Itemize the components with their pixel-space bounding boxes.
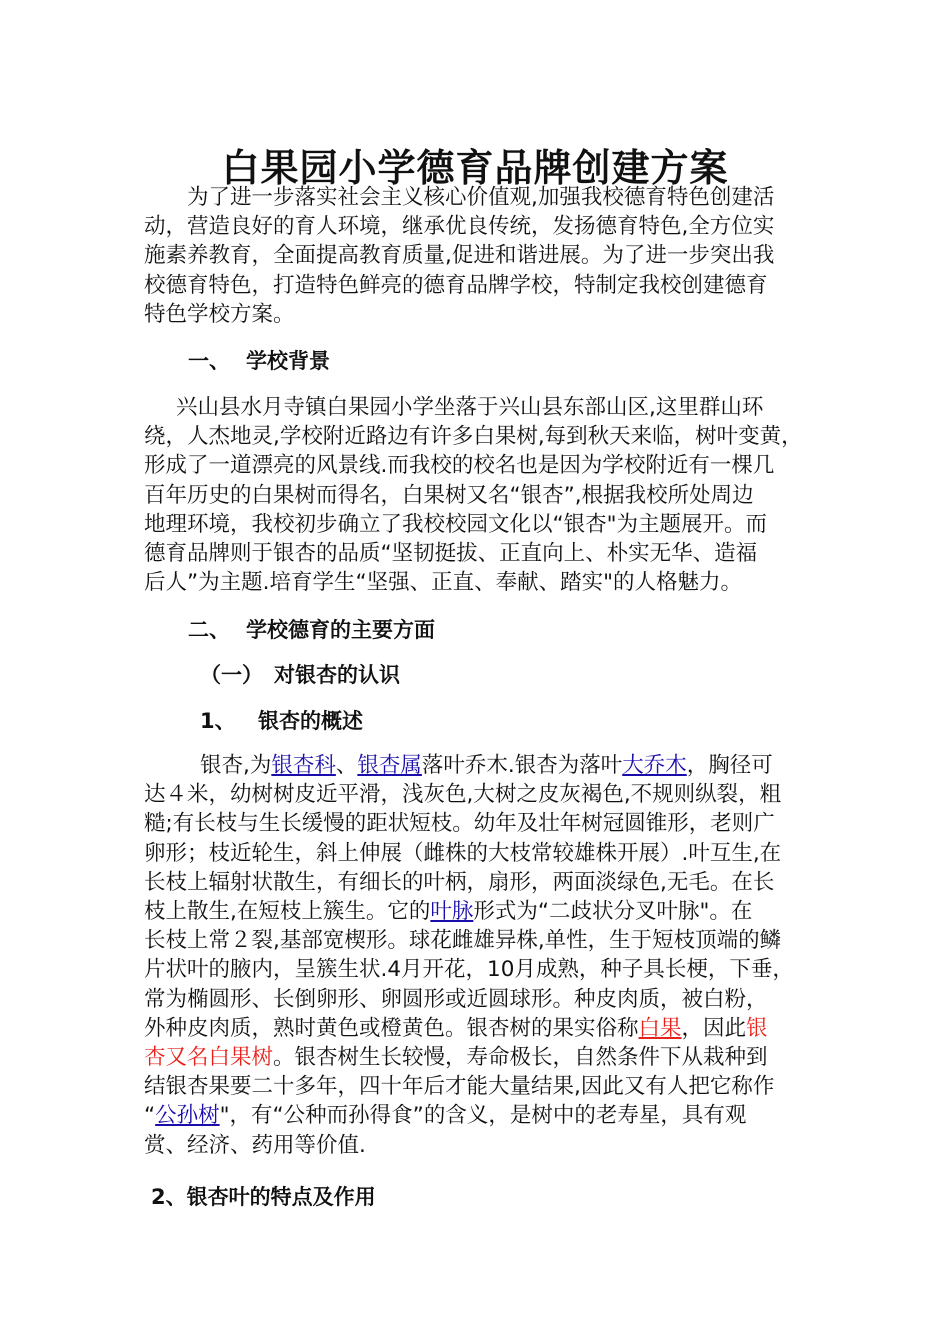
text-line: 片状叶的腋内，呈簇生状.4月开花，10月成熟，种子具长梗，下垂，	[144, 957, 794, 983]
text-line: 赏、经济、药用等价值.	[144, 1132, 366, 1158]
text-run: 落叶乔木.银杏为落叶	[421, 753, 623, 778]
highlighted-text: 银	[746, 1015, 768, 1041]
link-ginkgo-genus[interactable]: 银杏属	[357, 753, 422, 778]
text-line	[144, 897, 824, 926]
link-gongsun-tree[interactable]: 公孙树	[155, 1103, 220, 1129]
text-line: 为了进一步落实社会主义核心价值观,加强我校德育特色创建活	[187, 185, 775, 210]
item-heading-overview	[200, 706, 363, 736]
text-run: 、	[335, 753, 358, 778]
section-label: 学校德育的主要方面	[246, 618, 435, 642]
text-line: 糙;有长枝与生长缓慢的距状短枝。幼年及壮年树冠圆锥形，老则广	[144, 811, 775, 837]
highlighted-text: 杏又名白果树	[144, 1045, 274, 1071]
link-ginkgoaceae[interactable]: 银杏科	[271, 753, 336, 778]
overview-paragraph	[144, 751, 824, 1160]
text-line: 达４米，幼树树皮近平滑，浅灰色,大树之皮灰褐色,不规则纵裂，粗	[144, 782, 782, 808]
text-run: 枝上散生,在短枝上簇生。它的	[144, 899, 431, 925]
text-line: 施素养教育，全面提高教育质量,促进和谐进展。为了进一步突出我	[144, 243, 775, 269]
text-run: 银杏,为	[200, 753, 272, 778]
section-heading-background	[188, 346, 330, 376]
text-line: 结银杏果要二十多年，四十年后才能大量结果,因此又有人把它称作	[144, 1074, 775, 1100]
text-line	[144, 1043, 824, 1072]
text-run: 外种皮肉质，熟时黄色或橙黄色。银杏树的果实俗称	[144, 1015, 639, 1041]
link-baiguo[interactable]: 白果	[638, 1015, 682, 1041]
subsection-number: （一）	[200, 663, 263, 687]
text-run: 。银杏树生长较慢，寿命极长，自然条件下从栽种到	[273, 1045, 768, 1071]
subsection-heading-ginkgo	[200, 660, 400, 690]
text-line: 卵形；枝近轮生，斜上伸展（雌株的大枝常较雄株开展）.叶互生,在	[144, 840, 782, 866]
text-line: 地理环境，我校初步确立了我校校园文化以“银杏"为主题展开。而	[144, 511, 768, 537]
text-line: 长枝上常２裂,基部宽楔形。球花雌雄异株,单性，生于短枝顶端的鳞	[144, 928, 782, 954]
background-paragraph	[144, 393, 824, 597]
text-line: 德育品牌则于银杏的品质“坚韧挺拔、正直向上、朴实无华、造福	[144, 541, 758, 567]
text-line: 绕，人杰地灵,学校附近路边有许多白果树,每到秋天来临，树叶变黄，	[144, 424, 803, 450]
text-line: 百年历史的白果树而得名，白果树又名“银杏”,根据我校所处周边	[144, 482, 754, 508]
section-number: 二、	[188, 618, 230, 642]
text-line: 特色学校方案。	[144, 301, 295, 327]
text-line: 动，营造良好的育人环境，继承优良传统，发扬德育特色,全方位实	[144, 214, 775, 240]
link-leaf-vein[interactable]: 叶脉	[430, 899, 474, 925]
text-line: 常为椭圆形、长倒卵形、卵圆形或近圆球形。种皮肉质，被白粉，	[144, 986, 768, 1012]
item-number: 1、	[200, 709, 236, 733]
text-line	[144, 751, 824, 780]
text-run: ，因此	[681, 1015, 747, 1041]
section-heading-moral-education	[188, 615, 435, 645]
text-line: 长枝上辐射状散生，有细长的叶柄，扇形，两面淡绿色,无毛。在长	[144, 869, 775, 895]
text-line: 后人”为主题.培育学生“坚强、正直、奉献、踏实"的人格魅力。	[144, 570, 743, 596]
section-label: 学校背景	[246, 349, 330, 373]
text-line	[144, 1014, 824, 1043]
text-run: "，有“公种而孙得食”的含义，是树中的老寿星，具有观	[219, 1103, 747, 1129]
page-title: 白果园小学德育品牌创建方案	[221, 146, 729, 191]
link-large-tree[interactable]: 大乔木	[622, 753, 687, 778]
text-line: 形成了一道漂亮的风景线.而我校的校名也是因为学校附近有一棵几	[144, 453, 775, 479]
section-number: 一、	[188, 349, 230, 373]
text-run: “	[144, 1103, 156, 1129]
text-run: ，胸径可	[686, 753, 773, 778]
text-line: 校德育特色，打造特色鲜亮的德育品牌学校，特制定我校创建德育	[144, 272, 768, 298]
item-heading-leaf-features: 2、银杏叶的特点及作用	[151, 1185, 376, 1209]
subsection-label: 对银杏的认识	[274, 663, 400, 687]
item-label: 银杏的概述	[258, 709, 363, 733]
text-line	[144, 1101, 824, 1130]
intro-paragraph	[144, 183, 824, 329]
text-line: 兴山县水月寺镇白果园小学坐落于兴山县东部山区,这里群山环	[176, 395, 764, 420]
text-run: 形式为“二歧状分叉叶脉"。在	[473, 899, 753, 925]
